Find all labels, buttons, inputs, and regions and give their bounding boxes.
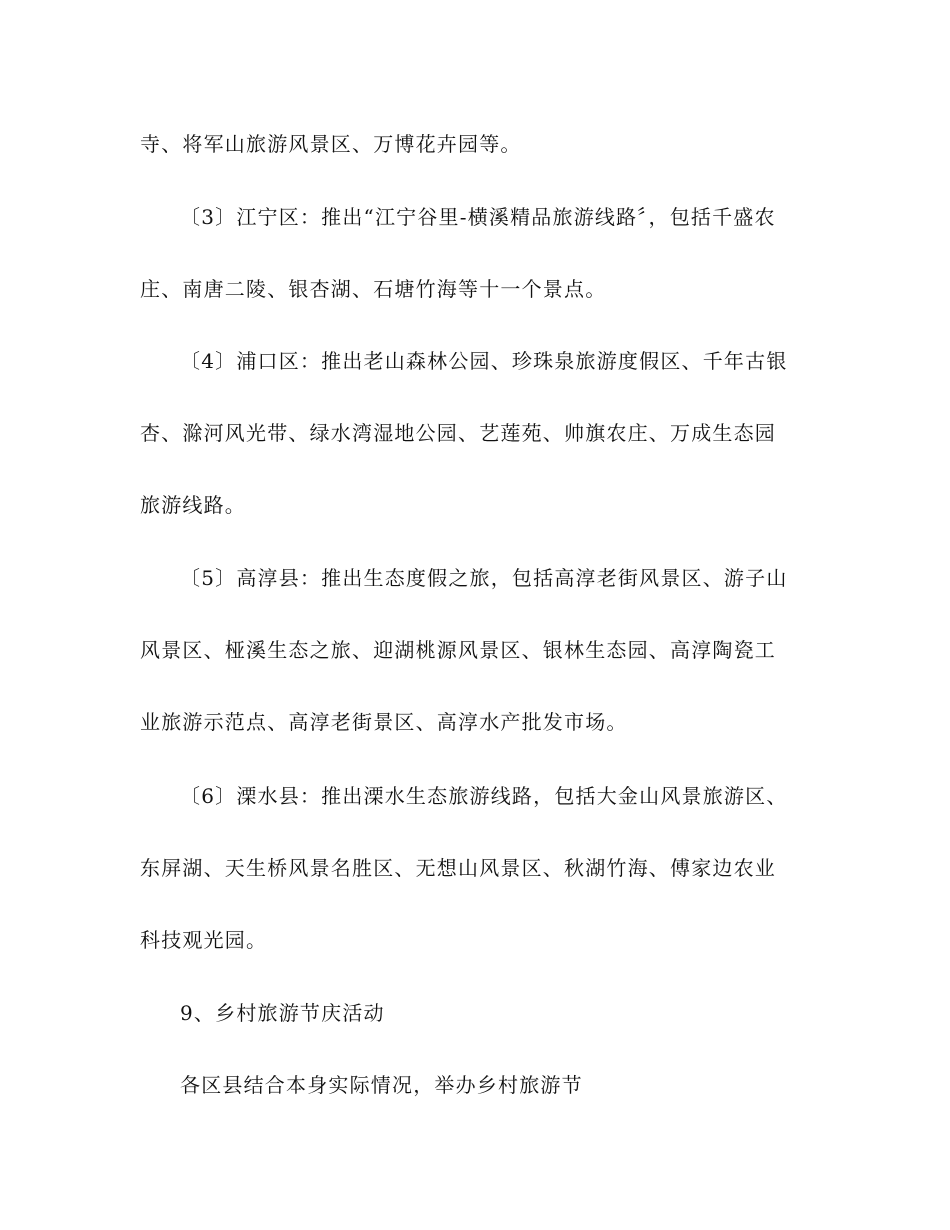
paragraph-lishui-line-3: 科技观光园。	[140, 928, 268, 952]
paragraph-gaochun-line-3: 业旅游示范点、高淳老街景区、高淳水产批发市场。	[140, 710, 628, 734]
paragraph-pukou-line-3: 旅游线路。	[140, 493, 246, 517]
text-line-1: 寺、将军山旅游风景区、万博花卉园等。	[140, 132, 522, 156]
paragraph-festivals-line-1: 各区县结合本身实际情况，举办乡村旅游节	[180, 1073, 583, 1097]
paragraph-pukou-line-1: 〔4〕浦口区：推出老山森林公园、珍珠泉旅游度假区、千年古银	[180, 349, 788, 373]
paragraph-gaochun-line-2: 风景区、桠溪生态之旅、迎湖桃源风景区、银林生态园、高淳陶瓷工	[140, 638, 776, 662]
paragraph-gaochun-line-1: 〔5〕高淳县：推出生态度假之旅，包括高淳老街风景区、游子山	[180, 566, 788, 590]
paragraph-pukou-line-2: 杏、滁河风光带、绿水湾湿地公园、艺莲苑、帅旗农庄、万成生态园	[140, 421, 776, 445]
paragraph-lishui-line-1: 〔6〕溧水县：推出溧水生态旅游线路，包括大金山风景旅游区、	[180, 784, 788, 808]
paragraph-lishui-line-2: 东屏湖、天生桥风景名胜区、无想山风景区、秋湖竹海、傅家边农业	[140, 856, 776, 880]
section-heading-rural-festivals: 9、乡村旅游节庆活动	[180, 1001, 385, 1025]
paragraph-jiangning-line-1: 〔3〕江宁区：推出“江宁谷里-横溪精品旅游线路〞，包括千盛农	[180, 205, 776, 229]
paragraph-jiangning-line-2: 庄、南唐二陵、银杏湖、石塘竹海等十一个景点。	[140, 277, 607, 301]
